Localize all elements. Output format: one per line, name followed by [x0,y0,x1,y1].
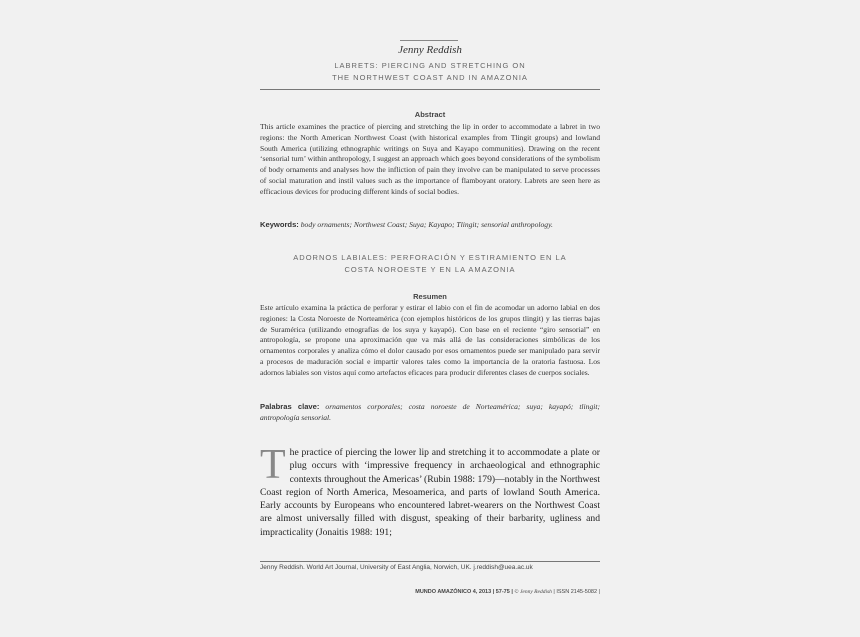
resumen-heading: Resumen [413,292,447,301]
keywords [260,220,600,229]
author-name: Jenny Reddish [398,44,462,56]
resumen-text: Este artículo examina la práctica de perforar y estirar el labio con el fin de acomodar un adorno labial en dos regiones: la Costa Noroeste de Norteamérica (con ejemplos históricos de los grupos tlingit) y las tierras bajas de Suramérica (utilizando etnografías de los suya y kayapó). Con base en el reciente “giro sensorial” en antropología, se propone una aproximación que va más allá de las consideraciones simbólicas de los ornamentos corporales y analiza cómo el dolor causado por esos ornamentos puede ser manipulado para servir a procesos de maduración social e impartir valores tales como la importancia de la oratoria fastuosa. Los adornos labiales son vistos aquí como artefactos eficaces para producir diferentes clases de cuerpos sociales. [260,303,600,377]
drop-cap: T [260,442,286,488]
journal-citation: MUNDO AMAZÓNICO 4, 2013 | 57-75 | [415,589,513,595]
top-rule [400,40,458,41]
palabras-clave-label: Palabras clave: [260,402,320,411]
author-footnote: Jenny Reddish. World Art Journal, University of East Anglia, Norwich, UK. j.reddish@uea.ac.uk [260,564,533,571]
body-paragraph [260,442,600,539]
palabras-clave-list: ornamentos corporales; costa noroeste de Norteamérica; suya; kayapó; tlingit; antropología sensorial. [260,402,600,422]
body-paragraph-text: he practice of piercing the lower lip and stretching it to accommodate a plate or plug occurs with ‘impressive frequency in archaeological and ethnographic contexts throughout the Americas’ (Rubin 1988: 179)—notably in the Northwest Coast region of North America, Mesoamerica, and parts of lowland South America. Early accounts by Europeans who encountered labret-wearers on the Northwest Coast are almost universally filled with disgust, speaking of their barbarity, ugliness and impracticality (Jonaitis 1988: 191; [260,447,600,538]
title-es-line-1: ADORNOS LABIALES: PERFORACIÓN Y ESTIRAMIENTO EN LA [293,253,567,262]
title-es-line-2: COSTA NOROESTE Y EN LA AMAZONIA [344,265,516,274]
running-footer [260,589,600,595]
copyright-notice: © Jenny Reddish [514,589,552,595]
article-title-english [260,60,600,84]
issn: | ISSN 2145-5082 | [553,589,600,595]
title-en-line-1: LABRETS: PIERCING AND STRETCHING ON [334,61,526,70]
abstract-text: This article examines the practice of piercing and stretching the lip in order to accommodate a labret in two regions: the North American Northwest Coast (with historical examples from Tlingit groups) and lowland South America (utilizing ethnographic writings on Suya and Kayapo communities). Drawing on the recent ‘sensorial turn’ within anthropology, I suggest an approach which goes beyond considerations of the symbolism of body ornaments and analyses how the infliction of pain they involve can be manipulated to serve processes of social maturation and instil values such as the importance of flamboyant oratory. Labrets are seen here as efficacious devices for producing different kinds of social bodies. [260,122,600,196]
footnote-rule [260,561,600,562]
header-rule [260,89,600,90]
abstract-heading: Abstract [414,110,446,119]
title-en-line-2: THE NORTHWEST COAST AND IN AMAZONIA [332,73,528,82]
palabras-clave [260,401,600,423]
article-title-spanish [260,252,600,276]
keywords-list: body ornaments; Northwest Coast; Suya; Kayapo; Tlingit; sensorial anthropology. [300,220,553,229]
keywords-label: Keywords: [260,220,299,229]
